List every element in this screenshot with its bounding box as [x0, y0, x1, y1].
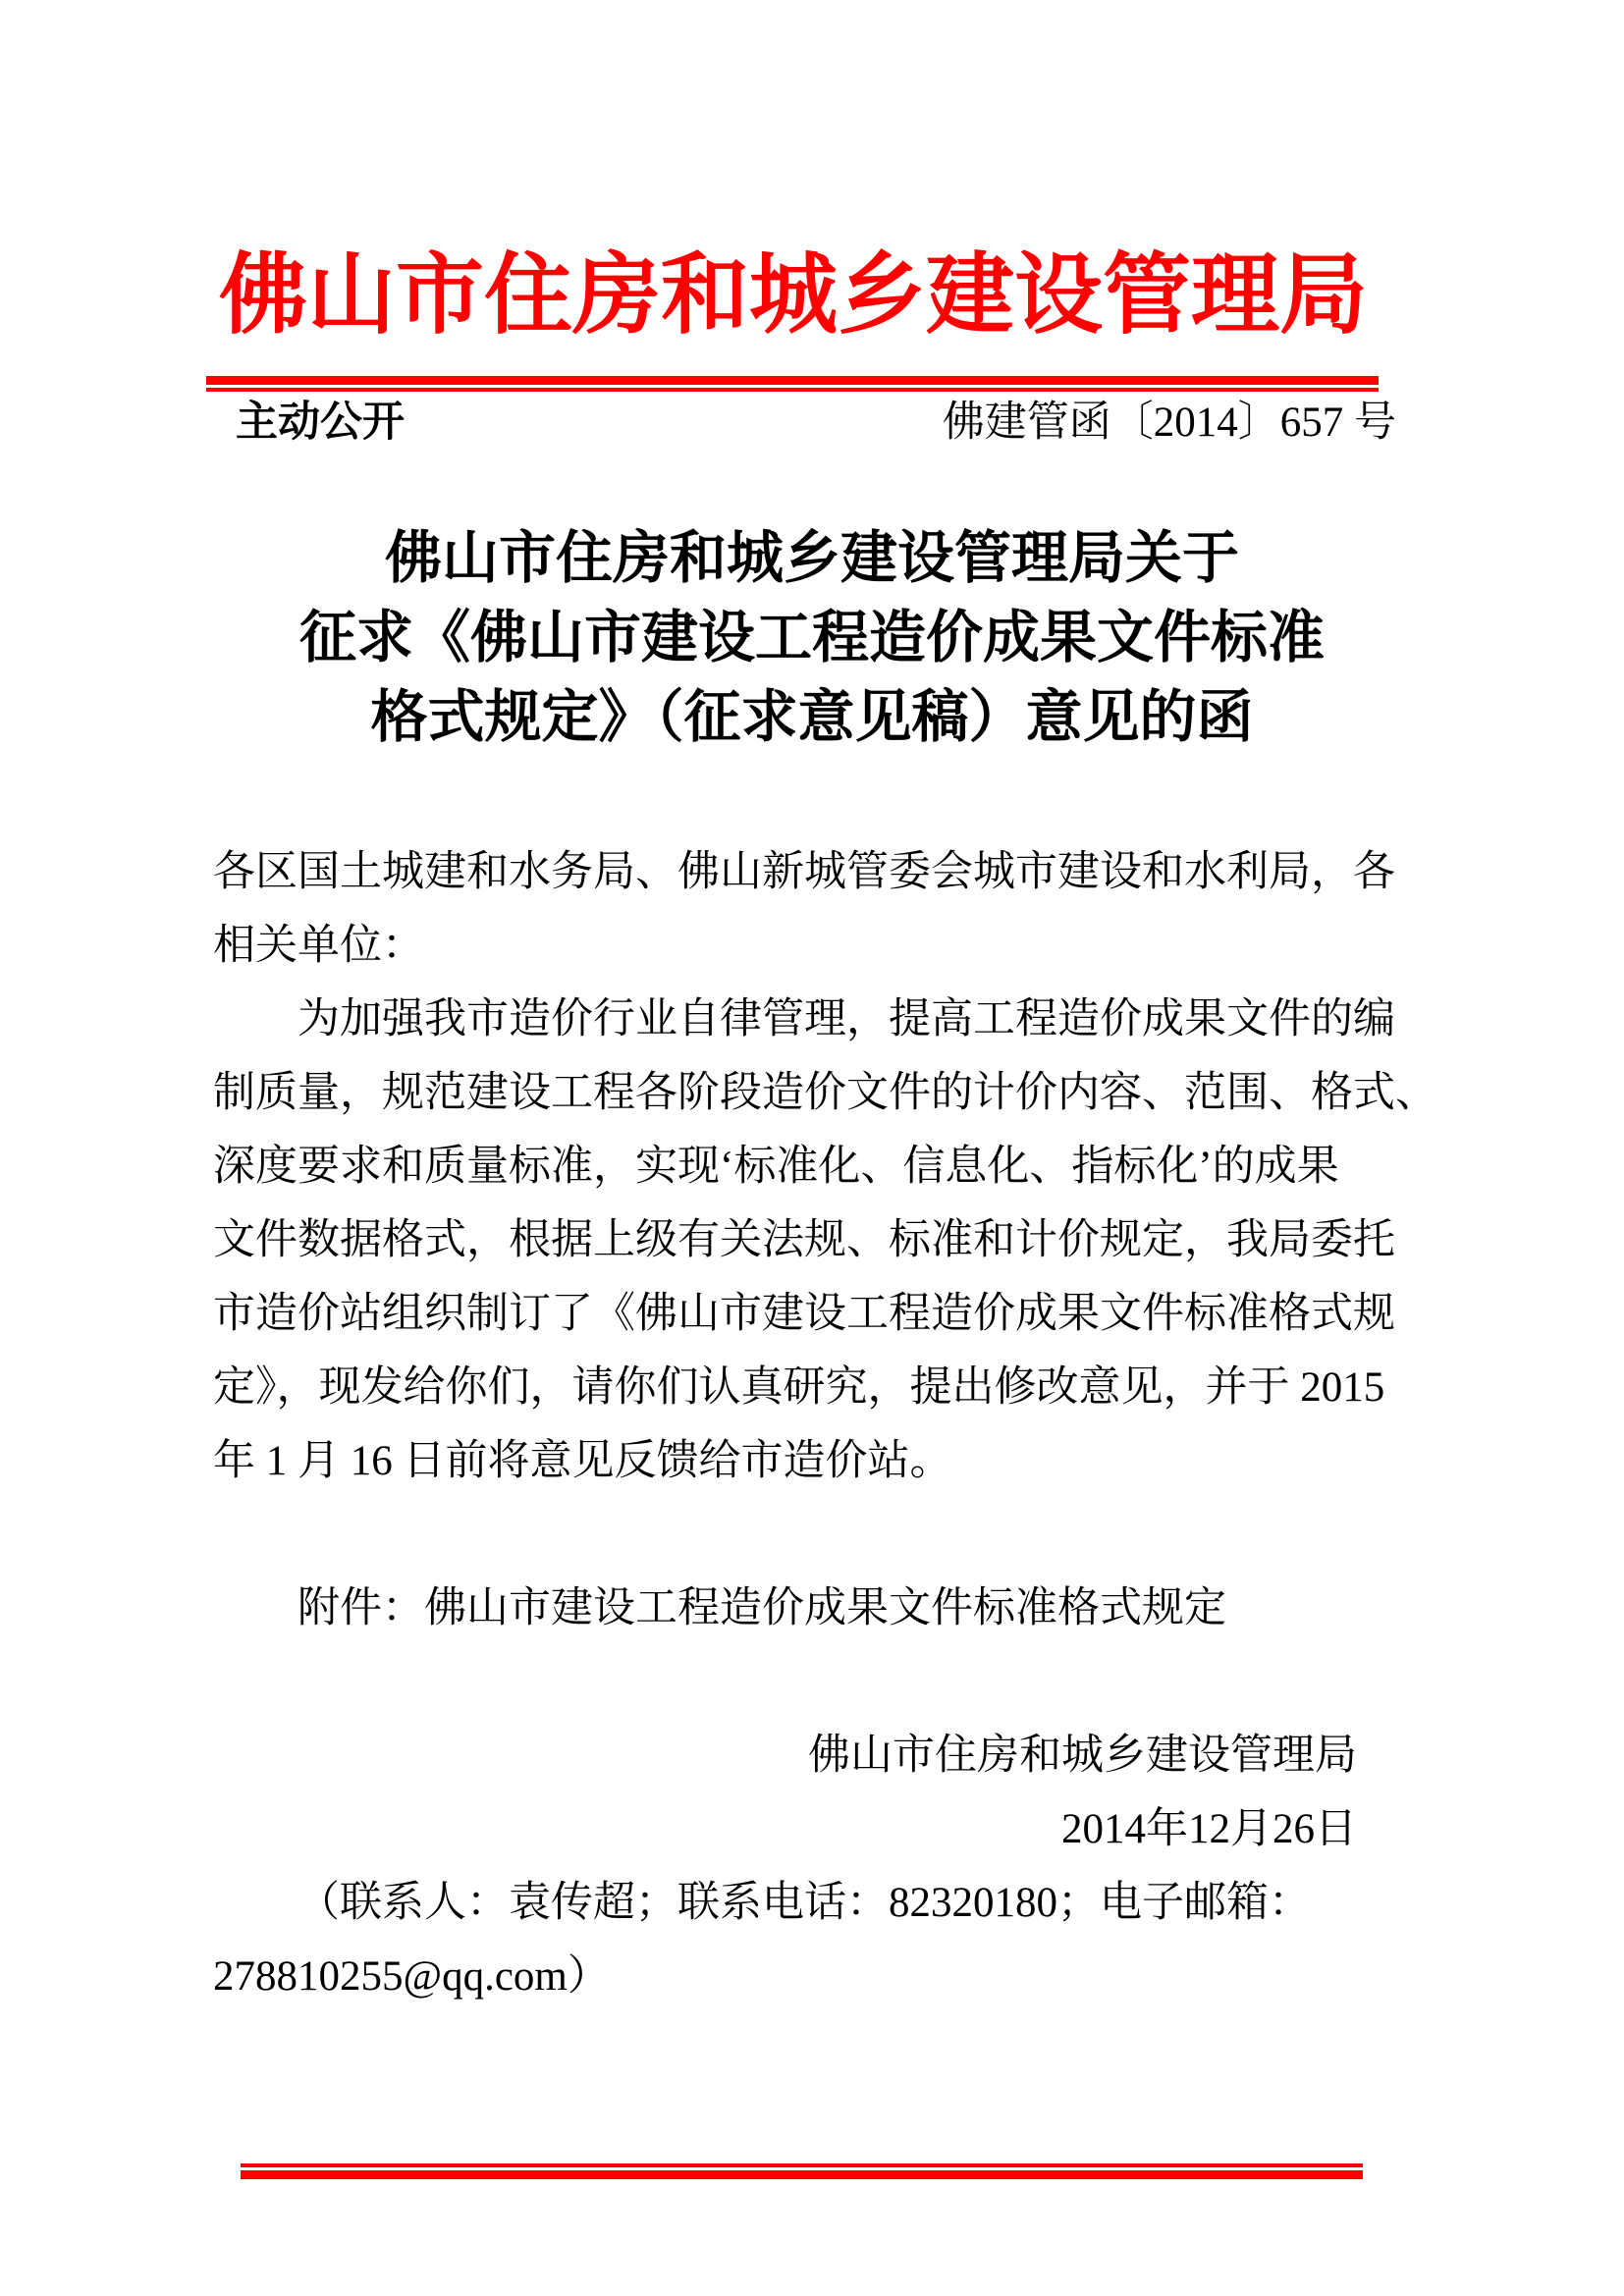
body-line: 附件：佛山市建设工程造价成果文件标准格式规定: [298, 1585, 1226, 1631]
body-line: 相关单位：: [213, 923, 424, 969]
document-title-line-2: 征求《佛山市建设工程造价成果文件标准: [298, 606, 1325, 669]
document-title: [0, 518, 1624, 757]
body-line: 年 1 月 16 日前将意见反馈给市造价站。: [213, 1438, 952, 1484]
body-line: 为加强我市造价行业自律管理，提高工程造价成果文件的编: [298, 996, 1395, 1042]
signature-line: 佛山市住房和城乡建设管理局: [808, 1733, 1357, 1779]
body-line: 定》，现发给你们，请你们认真研究，提出修改意见，并于 2015: [213, 1364, 1385, 1411]
rule-thin-bar: [206, 388, 1379, 392]
document-title-line-3: 格式规定》（征求意见稿）意见的函: [370, 685, 1254, 749]
agency-masthead-title: 佛山市住房和城乡建设管理局: [219, 247, 1368, 345]
body-line: 制质量，规范建设工程各阶段造价文件的计价内容、范围、格式、: [213, 1070, 1437, 1116]
body-line: （联系人：袁传超；联系电话：82320180；电子邮箱：: [298, 1880, 1311, 1926]
body-line: 市造价站组织制订了《佛山市建设工程造价成果文件标准格式规: [213, 1291, 1395, 1337]
body-line: 278810255@qq.com）: [213, 1953, 610, 2000]
blank-line: [213, 1498, 1404, 1572]
masthead-double-rule: [206, 376, 1379, 392]
body-line: 各区国土城建和水务局、佛山新城管委会城市建设和水利局，各: [213, 849, 1395, 895]
document-info-row: [236, 395, 1396, 451]
blank-line: [213, 1645, 1404, 1719]
body-line: 文件数据格式，根据上级有关法规、标准和计价规定，我局委托: [213, 1217, 1395, 1263]
document-body: [213, 835, 1437, 2013]
document-title-line-1: 佛山市住房和城乡建设管理局关于: [384, 526, 1239, 590]
rule-thick-bar: [206, 376, 1379, 385]
rule-thick-bar: [241, 2170, 1363, 2179]
date-line: 2014年12月26日: [1061, 1806, 1357, 1852]
document-number: 佛建管函〔2014〕657 号: [942, 400, 1396, 446]
footer-double-rule: [241, 2163, 1363, 2179]
disclosure-label: 主动公开: [236, 399, 405, 446]
body-line: 深度要求和质量标准，实现‘标准化、信息化、指标化’的成果: [213, 1144, 1339, 1190]
